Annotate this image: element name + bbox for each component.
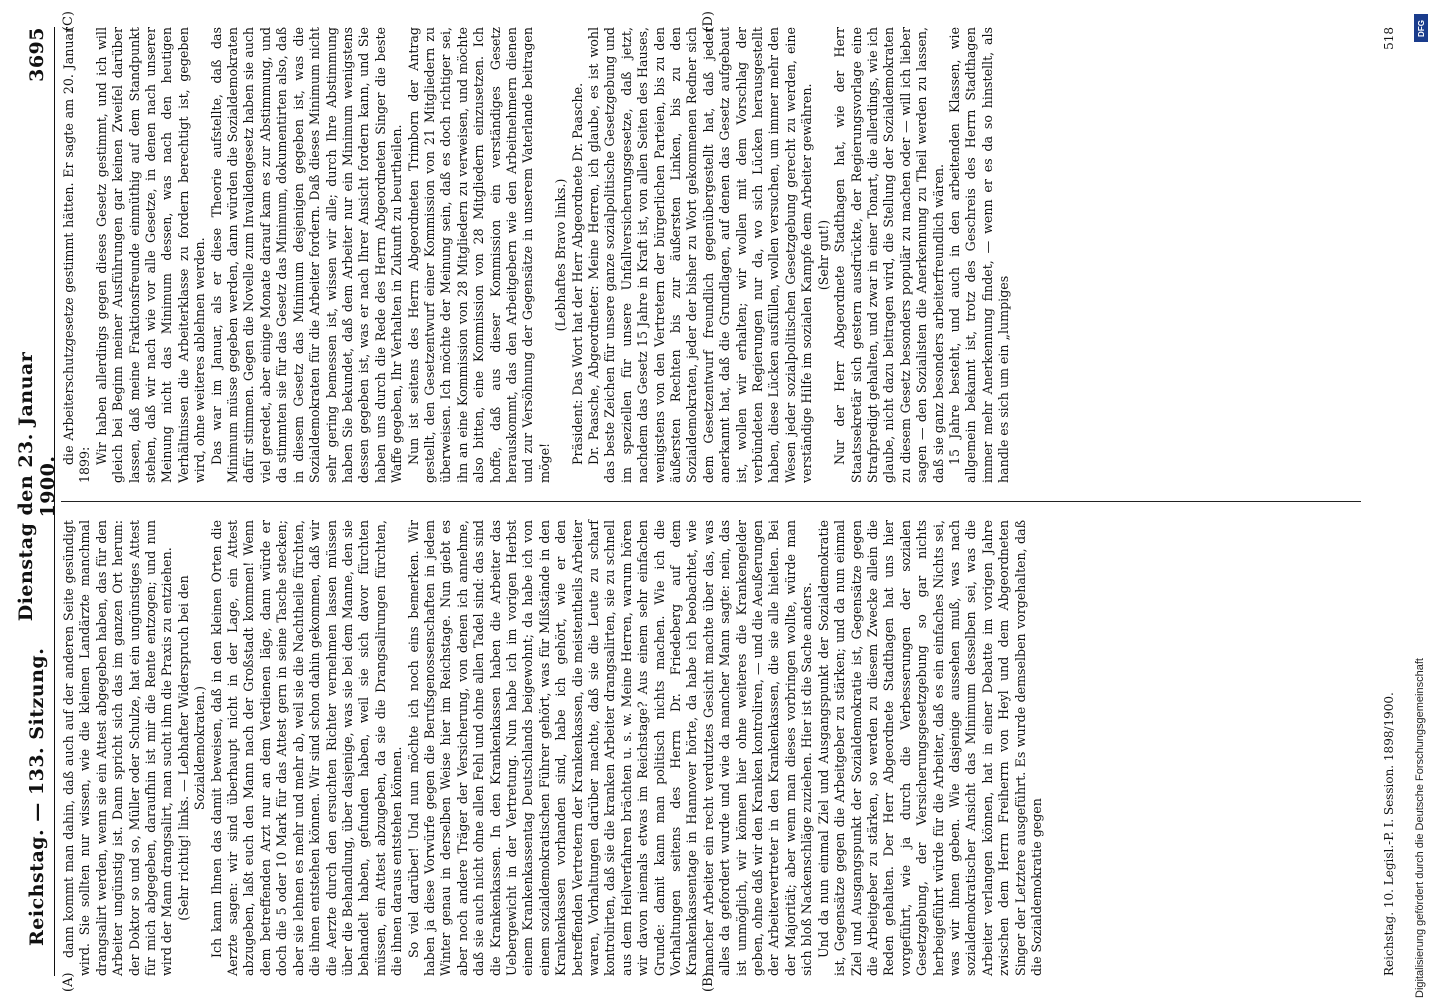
text-columns xyxy=(61,11,1361,992)
right-column-paragraph: Das war im Januar, als er diese Theorie aufstellte, daß das Minimum müsse gegeben werden, dann würden die Sozialdemokraten dafür stimmen. Gegen die Novelle zum Invalidengesetz haben sie auch viel geredet, aber einige Monate darauf kam es zur Abstimmung, und da stimmten sie für das Gesetz das Minimum, dokumentirten also, daß in diesem Gesetz das Minimum desjenigen gegeben ist, was die Sozialdemokraten für die Arbeiter fordern. Daß dieses Minimum nicht sehr gering bemessen ist, wissen wir alle; durch Ihre Abstimmung haben Sie bekundet, daß dem Arbeiter nur ein Minimum wenigstens dessen gegeben ist, was er nach Ihrer Ansicht fordern kann, und Sie haben uns durch die Rede des Herrn Abgeordneten Singer die beste Waffe gegeben, Ihr Verhalten in Zukunft zu beurtheilen. xyxy=(208,27,405,483)
marker-d: (D) xyxy=(701,11,716,32)
right-column-paragraph: Dr. Paasche, Abgeordneter: Meine Herren, ich glaube, es ist wohl das beste Zeichen für unsere ganze sozialpolitische Gesetzgebung und im speziellen für unsere Unfallversicherungsgesetze, daß jetzt, nachdem das Gesetz 15 Jahre in Kraft ist, von allen Seiten des Hauses, wenigstens von den Vertretern der bürgerlichen Parteien, bis zu den äußersten Rechten bis zur äußersten Linken, bis zu den Sozialdemokraten, jeder der bisher zu Wort gekommenen Redner sich dem Gesetzentwurf freundlich gegenübergestellt hat, daß jeder anerkannt hat, daß die Grundlagen, auf denen das Gesetz aufgebaut ist, wollen wir erhalten; wir wollen mit dem Vorschlag der verbündeten Regierungen nur da, wo sich Lücken herausgestellt haben, diese Lücken ausfüllen, wollen versuchen, um immer mehr den Wesen jeder sozialpolitischen Gesetzgebung gerecht zu werden, eine verständige Hilfe im sozialen Kampfe dem Arbeiter gewähren. xyxy=(586,27,815,483)
credit-text: Digitalisierung gefördert durch die Deutsche Forschungsgemeinschaft xyxy=(1414,658,1426,998)
footer-signature: 518 xyxy=(1382,27,1396,50)
header-left: Reichstag. — 133. Sitzung. xyxy=(26,647,48,946)
footer-session: Reichstag. 10. Legisl.-P. I. Session. 1898/1900. xyxy=(1382,692,1396,976)
right-column-paragraph: 15 Jahre besteht, und auch in den arbeitenden Klassen, wie allgemein bekannt ist, trotz des Geschreis des Herrn Stadthagen immer mehr Anerkennung findet, — wenn er es da so hinstellt, als handle es sich um ein „lumpiges xyxy=(946,27,1012,483)
page-footer xyxy=(1382,27,1396,976)
left-column-paragraph: (Sehr richtig! links. — Lebhafter Widerspruch bei den Sozialdemokraten.) xyxy=(175,575,208,921)
right-column xyxy=(61,27,1361,483)
marker-c: (C) xyxy=(61,11,76,32)
dfg-logo: DFG xyxy=(1414,14,1428,42)
page-number: 3695 xyxy=(26,27,48,82)
right-column-paragraph: Nur der Herr Abgeordnete Stadthagen hat, wie der Herr Staatssekretär sich gestern ausdrückte, der Regierungsvorlage eine Strafpredigt gehalten, und zwar in einer Tonart, die allerdings, wie ich glaube, nicht dazu beitragen wird, die Stellung der Sozialdemokraten zu diesem Gesetz besonders populär zu machen oder — will ich lieber sagen — den Sozialisten die Anerkennung zu Theil werden zu lassen, daß sie ganz besonders arbeiterfreundlich wären. xyxy=(832,27,946,483)
right-column-paragraph: (Lebhaftes Bravo links.) xyxy=(553,178,569,332)
right-column-paragraph: (Sehr gut!) xyxy=(815,219,831,291)
marker-b: (B) xyxy=(701,972,716,992)
document-page xyxy=(8,9,1408,994)
right-column-paragraph: Präsident: Das Wort hat der Herr Abgeordnete Dr. Paasche. xyxy=(569,82,585,465)
marker-a: (A) xyxy=(61,972,76,992)
right-column-paragraph: Nun ist seitens des Herrn Abgeordneten Trimborn der Antrag gestellt, den Gesetzentwurf einer Kommission von 21 Mitgliedern zu überweisen. Ich möchte der Meinung sein, daß es doch richtiger sei, ihn an eine Kommission von 28 Mitgliedern zu verweisen, und möchte also bitten, eine Kommission von 28 Mitgliedern einzusetzen. Ich hoffe, daß aus dieser Kommission ein verständiges Gesetz herauskommt, das den Arbeitgebern wie den Arbeitnehmern dienen und zur Versöhnung der Gegensätze in unserem Vaterlande beitragen möge! xyxy=(405,27,552,483)
digitization-credit xyxy=(1410,8,1432,998)
left-column xyxy=(61,520,1361,976)
header-date: Dienstag den 23. Januar 1900. xyxy=(15,351,59,622)
right-column-paragraph: Wir haben allerdings gegen dieses Gesetz gestimmt, und ich will gleich bei Beginn meiner Ausführungen gar keinen Zweifel darüber lassen, daß meine Fraktionsfreunde einmüthig auf dem Standpunkt stehen, daß wir nach wie vor alle Gesetze, in denen nach unserer Meinung nicht das Minimum dessen, was nach den heutigen Verhältnissen die Arbeiterklasse zu fordern berechtigt ist, gegeben wird, ohne weiteres ablehnen werden. xyxy=(93,27,208,483)
left-column-paragraph: Und da nun einmal Ziel und Ausgangspunkt der Sozialdemokratie ist, Gegensätze gegen die Arbeitgeber zu stärken; und da nun einmal Ziel und Ausgangspunkt der Sozialdemokratie ist, Gegensätze gegen die Arbeitgeber zu stärken, so werden zu diesem Zwecke allein die Reden gehalten. Der Herr Abgeordnete Stadthagen hat uns hier vorgeführt, wie ja durch die Verbesserungen der sozialen Gesetzgebung, der Versicherungsgesetzgebung so gar nichts herbeigeführt würde für die Arbeiter, daß es ein einfaches Nichts sei, was wir ihnen geben. Wie dasjenige aussehen muß, was nach sozialdemokratischer Ansicht das Minimum desselben sei, was die Arbeiter verlangen können, hat in einer Debatte im vorigen Jahre zwischen dem Herrn Freiherrn von Heyl und dem Abgeordneten Singer der Letztere ausgeführt. Es wurde demselben vorgehalten, daß die Sozialdemokratie gegen xyxy=(815,520,1044,976)
left-column-paragraph: Ich kann Ihnen das damit beweisen, daß in den kleinen Orten die Aerzte sagen: wir sind überhaupt nicht in der Lage, ein Attest abzugeben, laßt euch den Mann nach der Großstadt kommen! Wenn dem betreffenden Arzt nur an dem Verdienen läge, dann würde er doch die 5 oder 10 Mark für das Attest gern in seine Tasche stecken; aber sie lehnen es mehr und mehr ab, weil sie die Nachtheile fürchten, die ihnen entstehen können. Wir sind schon dahin gekommen, daß wir die Aerzte durch den ersuchten Richter vernehmen lassen müssen über die Behandlung, über dasjenige, was sie bei dem Manne, den sie behandelt haben, gefunden haben, weil sie sich davor fürchten müssen, ein Attest abzugeben, da sie die Drangsalirungen fürchten, die ihnen daraus entstehen können. xyxy=(208,520,405,976)
page-header xyxy=(15,27,59,976)
right-column-paragraph: die Arbeiterschutzgesetze gestimmt hätten. Er sagte am 20. Januar 1899: xyxy=(61,27,93,483)
left-column-paragraph: So viel darüber! Und nun möchte ich noch eins bemerken. Wir haben ja diese Vorwürfe gegen die Berufsgenossenschaften in jedem Winter genau in derselben Weise hier im Reichstage. Nun giebt es aber noch andere Träger der Versicherung, von denen ich annehme, daß sie auch nicht ohne allen Fehl und ohne allen Tadel sind: das sind die Krankenkassen. In den Krankenkassen haben die Arbeiter das Uebergewicht in der Vertretung. Nun habe ich im vorigen Herbst einem Krankenkassentag Deutschlands beigewohnt; da habe ich von einem sozialdemokratischen Führer gehört, was für Mißstände in den Krankenkassen vorhanden sind, habe ich gehört, wie er den betreffenden Vertretern der Krankenkassen, die meistentheils Arbeiter waren, Vorhaltungen darüber machte, daß sie die Leute zu scharf kontrolirten, daß sie die kranken Arbeiter drangsalirten, sie zu schnell aus dem Heilverfahren brächten u. s. w. Meine Herren, warum hören wir davon niemals etwas im Reichstage? Aus einem sehr einfachen Grunde: damit kann man politisch nichts machen. Wie ich die Vorhaltungen seitens des Herrn Dr. Friedeberg auf dem Krankenkassentage in Hannover hörte, da habe ich beobachtet, wie mancher Arbeiter ein recht verdutztes Gesicht machte über das, was alles da gefordert wurde und wie da mancher Mann sagte: nein, das ist unmöglich, wir können hier ohne weiteres die Krankengelder geben, ohne daß wir den Kranken kontroliren, — und die Aeußerungen der Arbeitervertreter in den Krankenkassen, die sie alle hielten. Bei der Majorität; aber wenn man dieses vorbringen wollte, würde man sich bloß Nackenschläge zuziehen. Hier ist die Sache anders. xyxy=(405,520,815,976)
column-divider xyxy=(61,501,1361,502)
left-column-paragraph: dann kommt man dahin, daß auch auf der anderen Seite gesündigt wird. Sie sollten nur wissen, wie die kleinen Landärzte manchmal drangsalirt werden, wenn sie ein Attest abgegeben haben, das für den Arbeiter ungünstig ist. Dann spricht sich das im ganzen Ort herum: der Doktor so und so, Müller oder Schulze, hat ein ungünstiges Attest für mich abgegeben, daraufhin ist mir die Rente entzogen; und nun wird der Mann drangsalirt, man sucht ihm die Praxis zu entziehen. xyxy=(61,520,175,976)
